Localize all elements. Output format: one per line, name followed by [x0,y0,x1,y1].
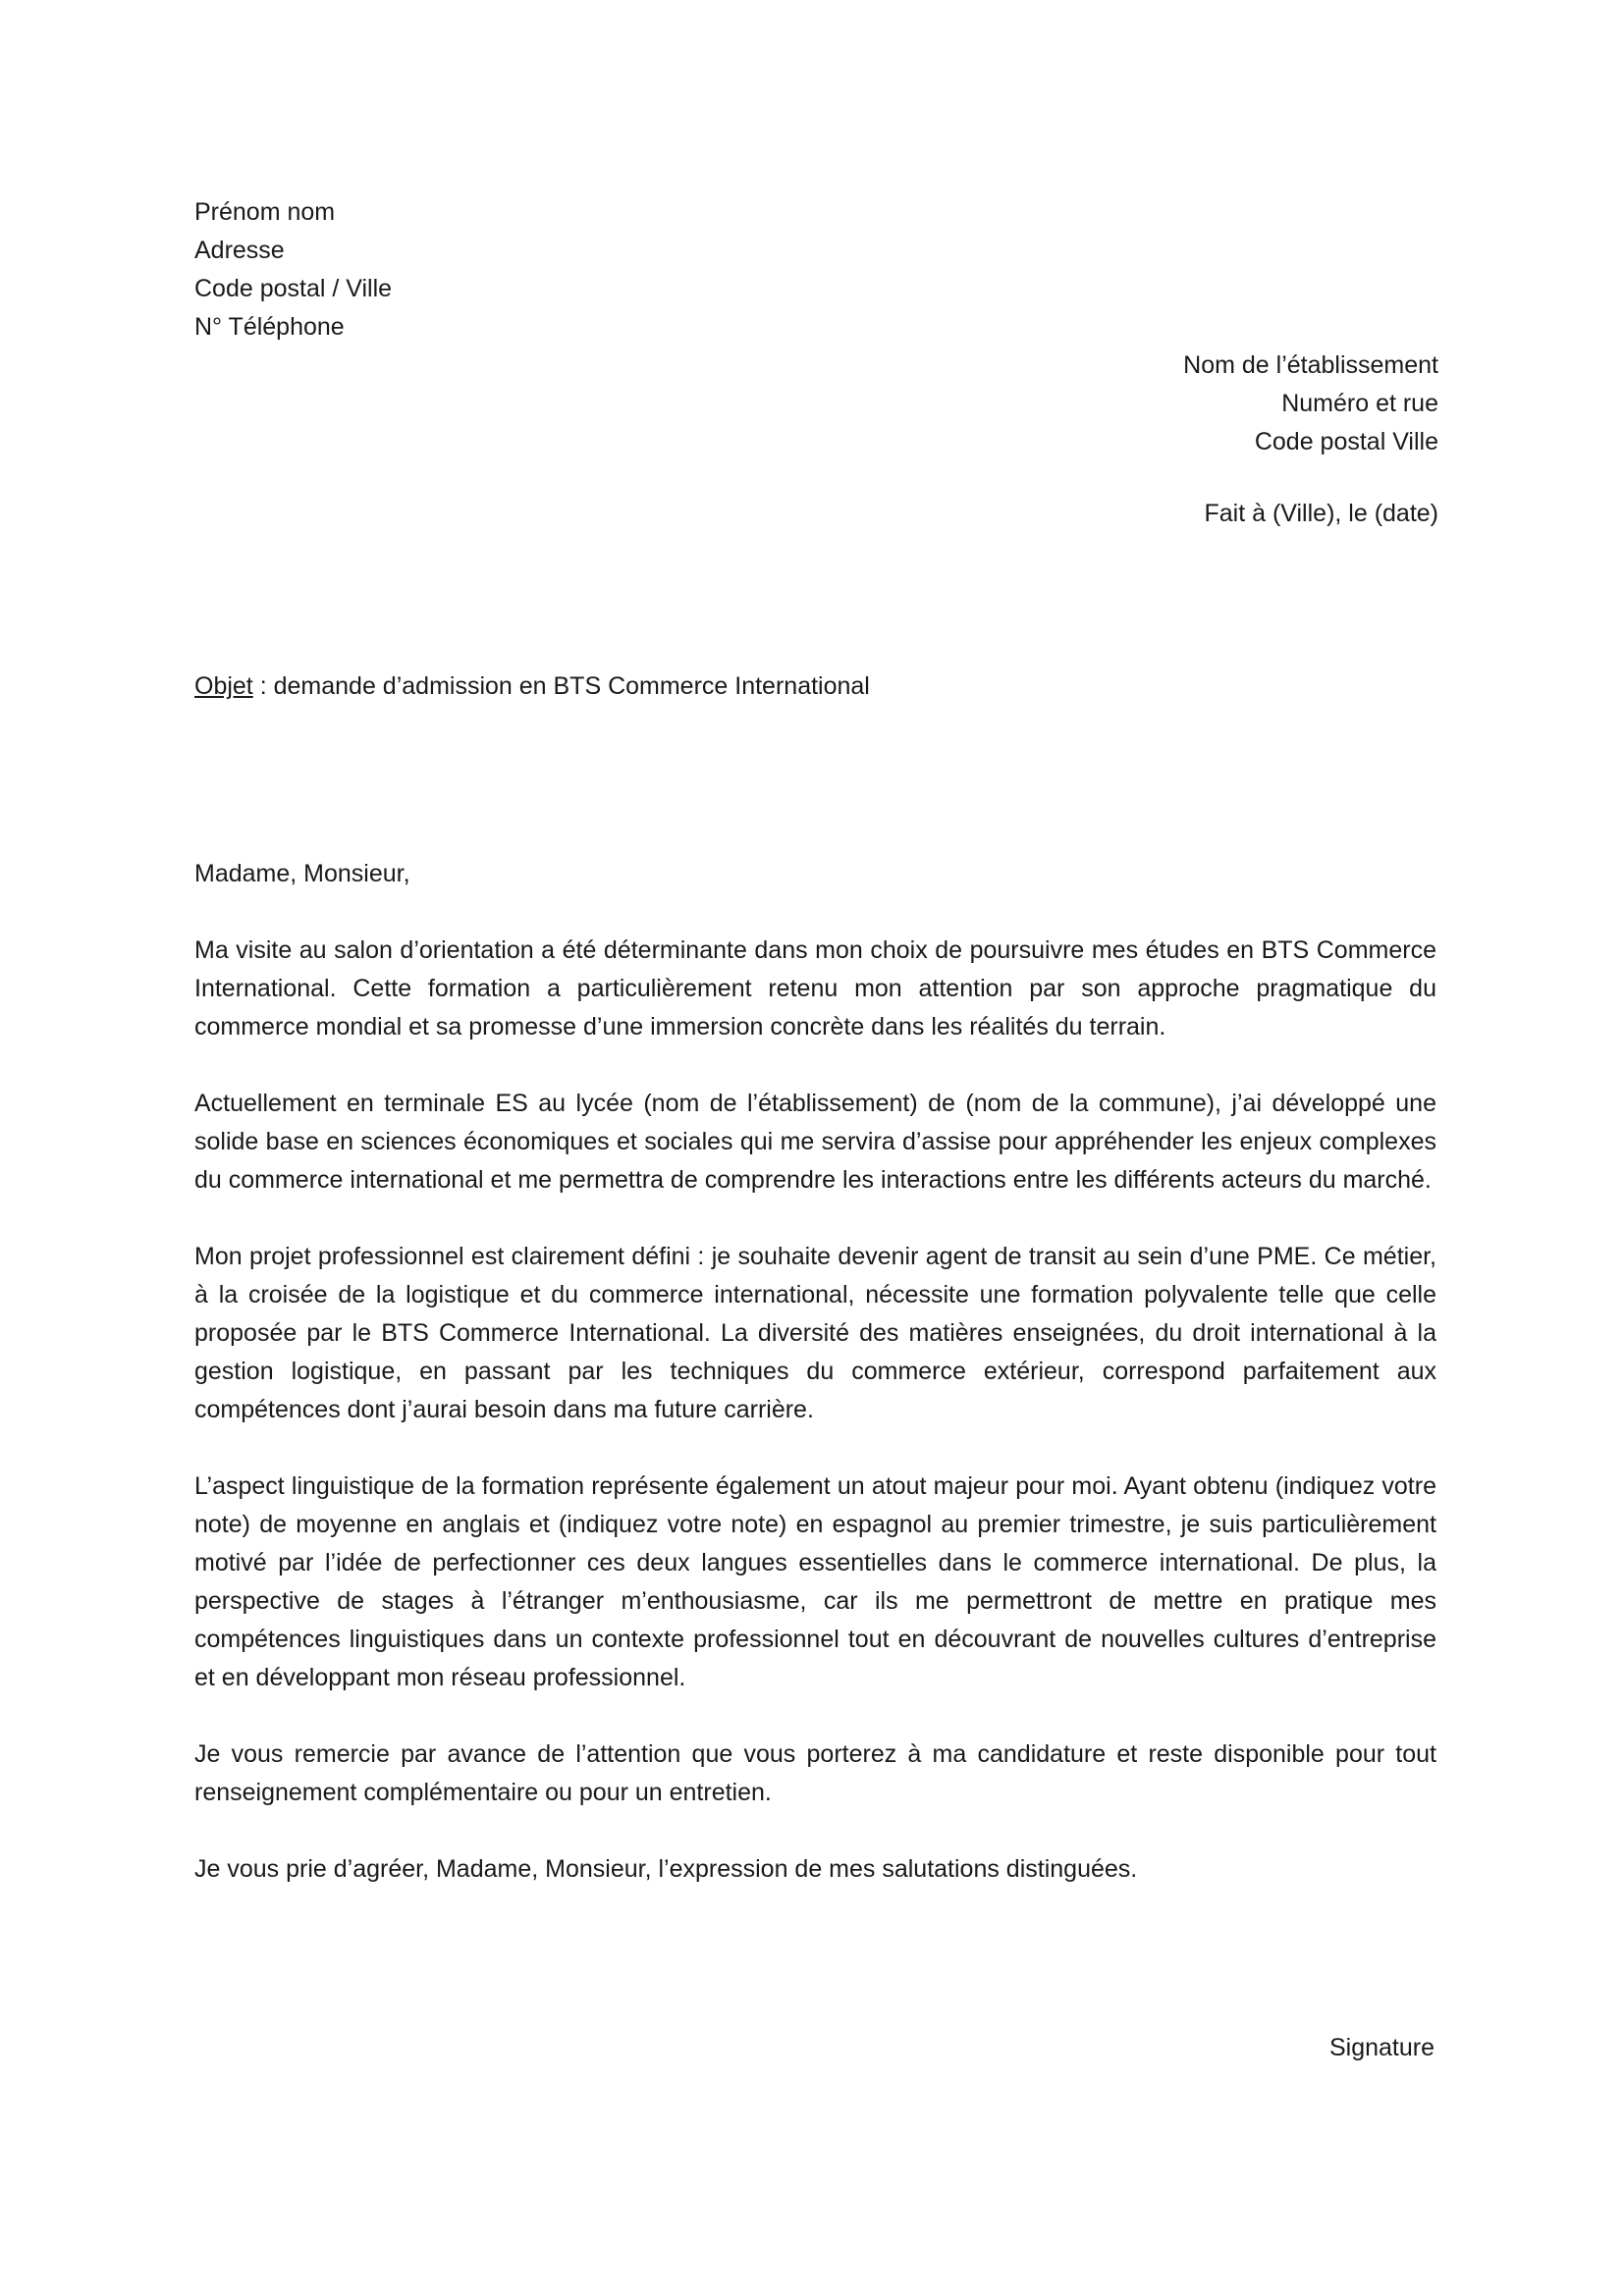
paragraph-2: Actuellement en terminale ES au lycée (nom de l’établissement) de (nom de la commune), j’ai développé une solide base en sciences économiques et sociales qui me servira d’assise pour appréhender les enjeux complexes du commerce international et me permettra de comprendre les interactions entre les différents acteurs du marché. [194,1090,1436,1194]
sender-name: Prénom nom [194,198,336,226]
subject-label: Objet [194,672,253,700]
subject-separator: : [252,672,274,700]
salutation: Madame, Monsieur, [194,860,410,887]
paragraph-4: L’aspect linguistique de la formation représente également un atout majeur pour moi. Ayant obtenu (indiquez votre note) de moyenne en anglais et (indiquez votre note) en espagnol au premier trimestre, je suis particulièrement motivé par l’idée de perfectionner ces deux langues essentielles dans le commerce international. De plus, la perspective de stages à l’étranger m’enthousiasme, car ils me permettront de mettre en pratique mes compétences linguistiques dans un contexte professionnel tout en découvrant de nouvelles cultures d’entreprise et en développant mon réseau professionnel. [194,1472,1436,1691]
signature: Signature [1328,2034,1435,2061]
sender-postal-city: Code postal / Ville [194,275,393,302]
sender-address: Adresse [194,237,285,264]
paragraph-5: Je vous remercie par avance de l’attention que vous porterez à ma candidature et reste disponible pour tout renseignement complémentaire ou pour un entretien. [194,1740,1436,1806]
subject-line [194,672,870,701]
sender-phone: N° Téléphone [194,313,345,341]
closing-formula: Je vous prie d’agréer, Madame, Monsieur, l’expression de mes salutations distinguées. [194,1855,1138,1883]
recipient-block [1183,347,1438,461]
recipient-postal-city: Code postal Ville [1254,428,1438,455]
subject-text: demande d’admission en BTS Commerce International [273,672,870,700]
sender-block [194,193,392,347]
paragraph-3: Mon projet professionnel est clairement défini : je souhaite devenir agent de transit au sein d’une PME. Ce métier, à la croisée de la logistique et du commerce international, nécessite une formation polyvalente telle que celle proposée par le BTS Commerce International. La diversité des matières enseignées, du droit international à la gestion logistique, en passant par les techniques du commerce extérieur, correspond parfaitement aux compétences dont j’aurai besoin dans ma future carrière. [194,1243,1436,1423]
date-line: Fait à (Ville), le (date) [1204,500,1438,527]
recipient-institution: Nom de l’établissement [1183,351,1438,379]
recipient-street: Numéro et rue [1281,390,1438,417]
letter-body [194,855,1436,1927]
paragraph-1: Ma visite au salon d’orientation a été déterminante dans mon choix de poursuivre mes études en BTS Commerce International. Cette formation a particulièrement retenu mon attention par son approche pragmatique du commerce mondial et sa promesse d’une immersion concrète dans les réalités du terrain. [194,936,1436,1041]
